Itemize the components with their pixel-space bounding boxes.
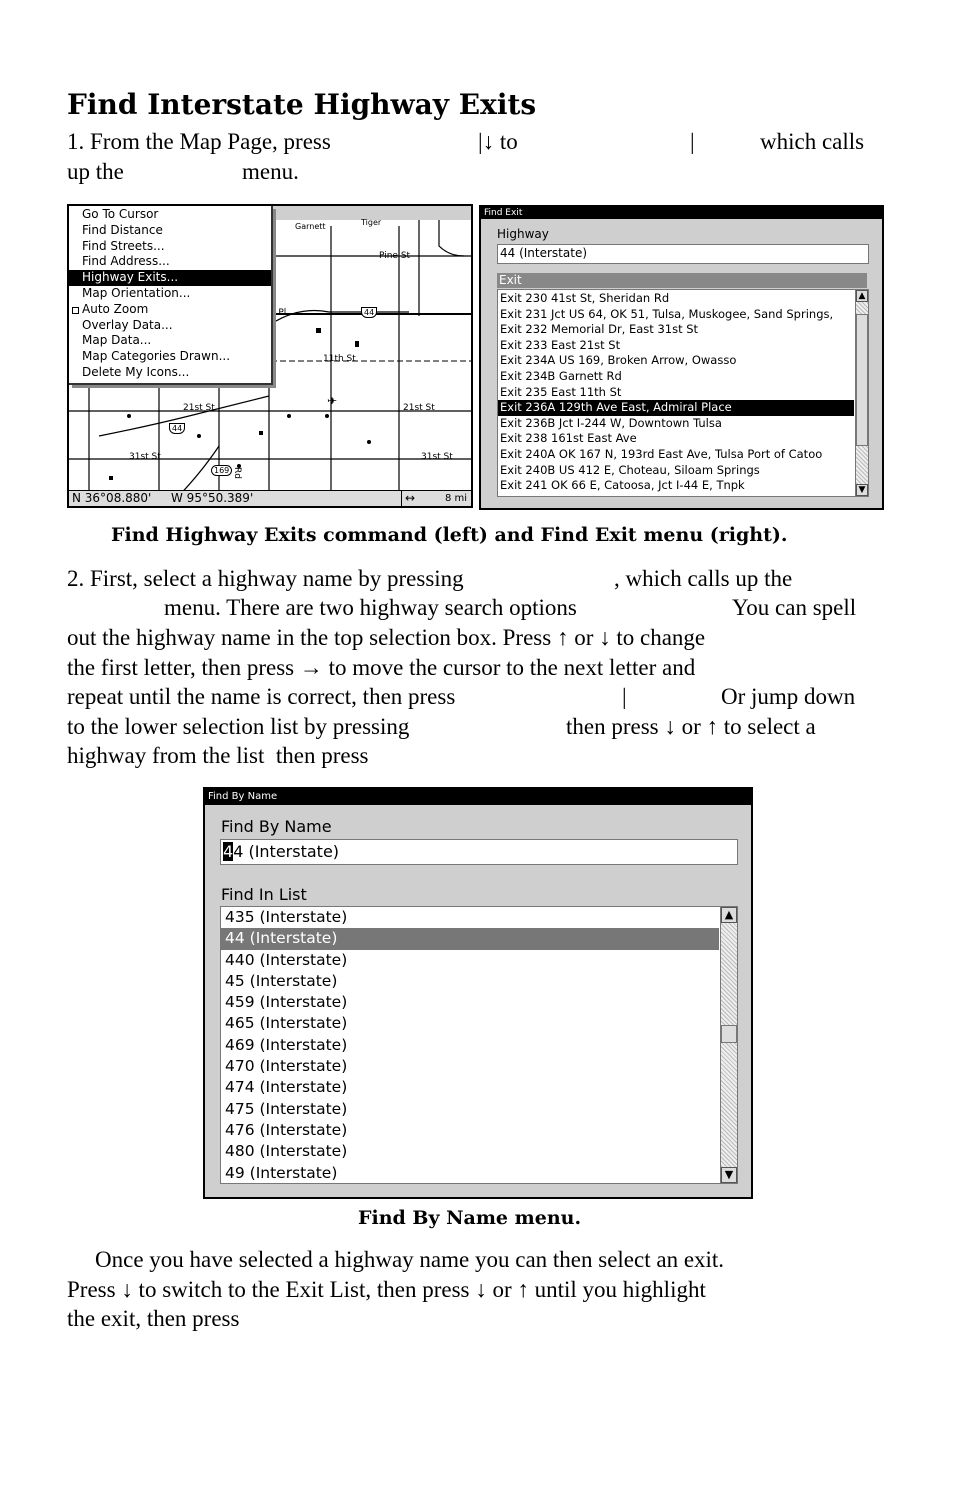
map-label-11th: 11th St: [323, 354, 356, 364]
exit-list-item[interactable]: Exit 240A OK 167 N, 193rd East Ave, Tulsa Port of Catoo: [500, 446, 823, 461]
exit-list-item[interactable]: Exit 238 161st East Ave: [500, 431, 637, 446]
name-input[interactable]: [220, 839, 738, 865]
highway-list-item[interactable]: 440 (Interstate): [225, 950, 348, 969]
find-exit-dialog: [479, 205, 884, 510]
menu-item[interactable]: Map Orientation...: [82, 285, 191, 300]
auto-zoom-checkbox[interactable]: [72, 307, 79, 314]
highway-list-item[interactable]: 475 (Interstate): [225, 1099, 348, 1118]
map-label-31st-west: 31st St: [129, 452, 161, 462]
exit-list-scrollbar[interactable]: [855, 290, 868, 496]
highway-list-item[interactable]: 49 (Interstate): [225, 1163, 338, 1182]
map-label-tiger: Tiger: [361, 218, 382, 227]
scroll-up-icon[interactable]: ▲: [856, 290, 868, 302]
menu-item[interactable]: Delete My Icons...: [82, 364, 190, 379]
menu-item[interactable]: Auto Zoom: [69, 302, 271, 318]
step2-line5-c: Or jump down: [721, 684, 856, 709]
find-exit-title: Find Exit: [481, 207, 882, 219]
step2-line5-b: |: [622, 684, 627, 709]
longitude-readout: W 95°50.389': [171, 491, 254, 505]
step2-line1-b: , which calls up the: [614, 566, 793, 591]
find-by-name-label: Find By Name: [221, 817, 332, 836]
map-label-21st-west: 21st St: [183, 403, 215, 413]
step2-line2-a: menu. There are two highway search options: [164, 595, 577, 620]
map-popup-menu: [69, 206, 273, 385]
menu-item[interactable]: Go To Cursor: [82, 207, 159, 221]
step1-line2-b: menu.: [242, 159, 299, 184]
zoom-scale: 8 mi: [445, 493, 468, 504]
exit-list-item[interactable]: Exit 232 Memorial Dr, East 31st St: [500, 322, 699, 337]
menu-item[interactable]: Find Address...: [82, 254, 170, 269]
step1-line1-d: which calls: [760, 129, 865, 154]
exit-list-item[interactable]: Exit 240B US 412 E, Choteau, Siloam Springs: [500, 462, 760, 477]
highway-list-item[interactable]: 474 (Interstate): [225, 1078, 348, 1097]
exit-list-header: Exit: [497, 273, 867, 288]
find-by-name-dialog: [203, 787, 753, 1199]
find-in-list-label: Find In List: [221, 885, 307, 904]
exit-list-item[interactable]: Exit 236A 129th Ave East, Admiral Place: [498, 400, 854, 416]
interstate-shield-44-icon: 44: [169, 423, 185, 434]
scroll-down-icon[interactable]: ▼: [721, 1167, 737, 1183]
find-by-name-panel: [205, 805, 751, 1197]
step2-line3: out the highway name in the top selection box. Press ↑ or ↓ to change: [67, 625, 706, 650]
step3-line2: Press ↓ to switch to the Exit List, then press ↓ or ↑ until you highlight: [67, 1277, 706, 1302]
highway-list-item[interactable]: 480 (Interstate): [225, 1142, 348, 1161]
figure-caption-1: Find Highway Exits command (left) and Find Exit menu (right).: [111, 524, 788, 546]
step2-line7: highway from the list then press: [67, 743, 369, 768]
scroll-thumb[interactable]: [721, 1025, 737, 1043]
interstate-shield-44-icon: 44: [361, 307, 377, 318]
map-status-bar: [69, 490, 471, 506]
step1-line1-c: |: [690, 129, 695, 154]
highway-list-item[interactable]: 476 (Interstate): [225, 1120, 348, 1139]
exit-list-item[interactable]: Exit 231 Jct US 64, OK 51, Tulsa, Muskogee, Sand Springs,: [500, 306, 834, 321]
highway-field[interactable]: [497, 244, 869, 264]
highway-list-item[interactable]: 45 (Interstate): [225, 971, 338, 990]
menu-item[interactable]: Map Categories Drawn...: [82, 349, 231, 364]
highway-list-item[interactable]: 435 (Interstate): [225, 908, 348, 926]
highway-value: 44 (Interstate): [500, 246, 588, 260]
menu-item[interactable]: Find Distance: [82, 222, 163, 237]
scroll-up-icon[interactable]: ▲: [721, 907, 737, 923]
find-exit-panel: [481, 219, 882, 508]
step1-line1-a: 1. From the Map Page, press: [67, 129, 331, 154]
step1-line1-b: |↓ to: [478, 129, 518, 154]
menu-item[interactable]: Overlay Data...: [82, 317, 173, 332]
text-cursor: 4: [223, 842, 234, 861]
highway-list-item[interactable]: 465 (Interstate): [225, 1014, 348, 1033]
scroll-down-icon[interactable]: ▼: [856, 484, 868, 496]
exit-list-item[interactable]: Exit 233 East 21st St: [500, 337, 621, 352]
map-label-31st-east: 31st St: [421, 452, 453, 462]
figure-caption-2: Find By Name menu.: [358, 1207, 582, 1229]
exit-list-item[interactable]: Exit 235 East 11th St: [500, 384, 622, 399]
map-label-garnett: Garnett: [295, 222, 326, 231]
step2-line6-a: to the lower selection list by pressing: [67, 714, 410, 739]
exit-list-item[interactable]: Exit 234B Garnett Rd: [500, 368, 622, 383]
menu-item[interactable]: Find Streets...: [82, 238, 165, 253]
map-label-rd: Rd: [231, 467, 242, 479]
pan-arrow-icon: ↔: [401, 491, 415, 506]
name-input-value: 4 (Interstate): [233, 842, 340, 861]
step2-line2-b: You can spell: [732, 595, 857, 620]
map-label-21st-east: 21st St: [403, 403, 435, 413]
exit-list-item[interactable]: Exit 236B Jct I-244 W, Downtown Tulsa: [500, 415, 722, 430]
exit-list[interactable]: [497, 289, 869, 497]
find-by-name-title: Find By Name: [205, 789, 751, 805]
menu-item[interactable]: Highway Exits...: [69, 270, 271, 286]
highway-label: Highway: [497, 227, 549, 241]
airport-icon: ✈: [327, 394, 338, 408]
map-label-pine: Pine St: [379, 251, 411, 261]
menu-item[interactable]: Map Data...: [82, 333, 152, 348]
step1-line2-a: up the: [67, 159, 124, 184]
highway-list-item[interactable]: 459 (Interstate): [225, 993, 348, 1012]
step2-line5-a: repeat until the name is correct, then press: [67, 684, 456, 709]
step2-line1-a: 2. First, select a highway name by pressing: [67, 566, 464, 591]
scroll-thumb[interactable]: [856, 314, 868, 446]
name-list-scrollbar[interactable]: [720, 907, 737, 1183]
step2-line4: the first letter, then press → to move the cursor to the next letter and: [67, 655, 696, 680]
exit-list-item[interactable]: Exit 234A US 169, Broken Arrow, Owasso: [500, 353, 737, 368]
highway-list-item[interactable]: 44 (Interstate): [221, 928, 719, 949]
exit-list-item[interactable]: Exit 230 41st St, Sheridan Rd: [500, 291, 670, 305]
step2-line6-b: then press ↓ or ↑ to select a: [566, 714, 816, 739]
section-heading: Find Interstate Highway Exits: [67, 88, 537, 121]
map-screenshot: [67, 204, 473, 508]
highway-list-item[interactable]: 470 (Interstate): [225, 1057, 348, 1076]
step3-line3: the exit, then press: [67, 1306, 240, 1331]
step3-line1: Once you have selected a highway name you can then select an exit.: [95, 1247, 725, 1272]
highway-list-item[interactable]: 469 (Interstate): [225, 1035, 348, 1054]
latitude-readout: N 36°08.880': [72, 491, 152, 505]
highway-name-list[interactable]: [220, 906, 738, 1184]
us-shield-169-icon: 169: [211, 465, 232, 476]
map-label-place: l Pl: [273, 308, 287, 318]
exit-list-item[interactable]: Exit 241 OK 66 E, Catoosa, Jct I-44 E, Tnpk: [500, 478, 745, 493]
